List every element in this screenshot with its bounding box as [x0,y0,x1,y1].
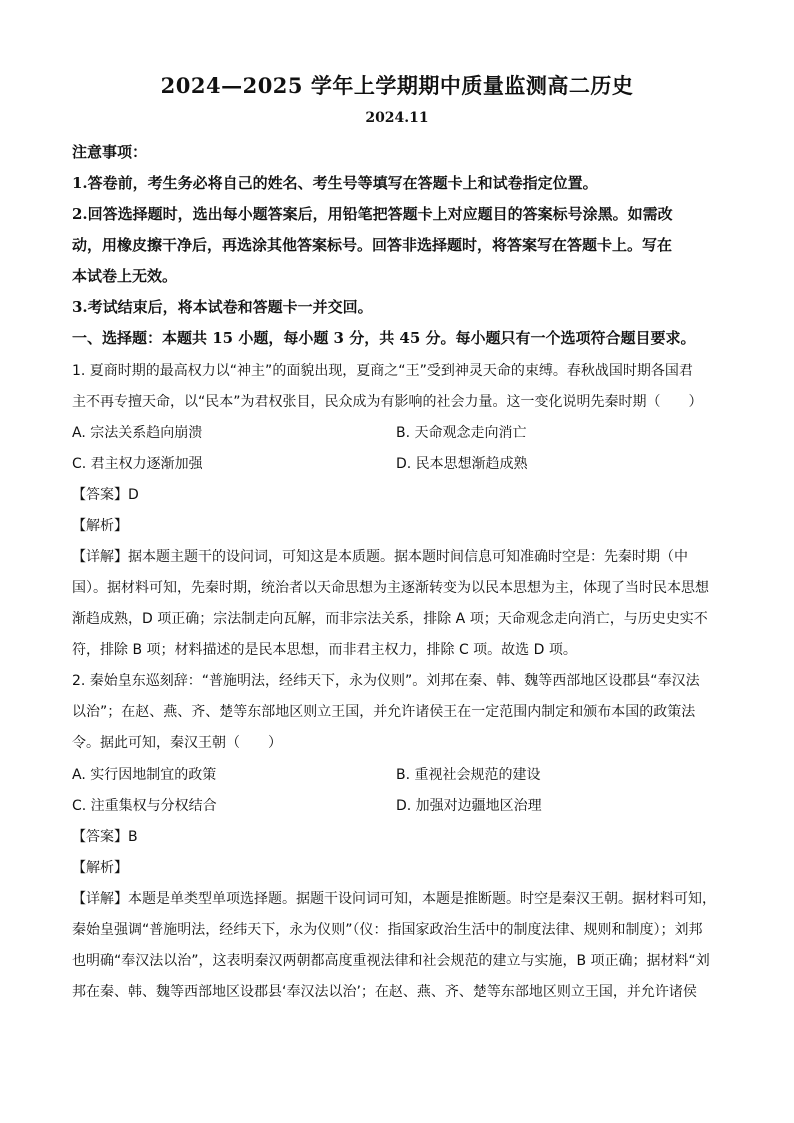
q1-detail-line-2: 国）。据材料可知，先秦时期，统治者以天命思想为主逐渐转变为以民本思想为主，体现了当时民本思想 [72,580,709,596]
q2-answer: 【答案】B [72,829,138,845]
notice-item-1: 1.答卷前，考生务必将自己的姓名、考生号等填写在答题卡上和试卷指定位置。 [72,174,598,192]
q1-option-c: C. 君主权力逐渐加强 [72,456,203,472]
q2-option-c: C. 注重集权与分权结合 [72,798,217,814]
notice-heading: 注意事项： [72,143,148,161]
notice-item-3: 3.考试结束后，将本试卷和答题卡一并交回。 [72,298,373,316]
q2-detail-line-3: 也明确“奉汉法以治”，这表明秦汉两朝都高度重视法律和社会规范的建立与实施，B 项正确；据材料“刘 [72,953,710,969]
q2-stem-line-2: 以治”；在赵、燕、齐、楚等东部地区则立王国，并允许诸侯王在一定范围内制定和颁布本国的政策法 [72,704,696,720]
q2-detail-line-1: 【详解】本题是单类型单项选择题。据题干设问词可知，本题是推断题。时空是秦汉王朝。据材料可知， [72,891,716,907]
q2-option-a: A. 实行因地制宜的政策 [72,767,217,783]
q1-option-d: D. 民本思想渐趋成熟 [396,456,528,472]
notice-item-2-line-3: 本试卷上无效。 [72,267,178,285]
q1-stem-line-2: 主不再专擅天命，以“民本”为君权张目，民众成为有影响的社会力量。这一变化说明先秦时期（ ） [72,394,703,410]
notice-item-2-line-2: 动，用橡皮擦干净后，再选涂其他答案标号。回答非选择题时，将答案写在答题卡上。写在 [72,236,673,254]
q2-option-d: D. 加强对边疆地区治理 [396,798,542,814]
exam-date: 2024.11 [365,110,429,126]
q1-answer: 【答案】D [72,487,139,503]
q1-option-a: A. 宗法关系趋向崩溃 [72,425,203,441]
q1-stem-line-1: 1. 夏商时期的最高权力以“神主”的面貌出现，夏商之“王”受到神灵天命的束缚。春秋战国时期各国君 [72,363,693,379]
page-title: 2024—2025 学年上学期期中质量监测高二历史 [160,73,634,98]
q1-detail-line-3: 渐趋成熟，D 项正确；宗法制走向瓦解，而非宗法关系，排除 A 项；天命观念走向消亡，与历史史实不 [72,611,708,627]
q1-detail-line-4: 符，排除 B 项；材料描述的是民本思想，而非君主权力，排除 C 项。故选 D 项。 [72,642,577,658]
q2-detail-line-2: 秦始皇强调“普施明法，经纬天下，永为仪则”（仪：指国家政治生活中的制度法律、规则和制度）；刘邦 [72,922,703,938]
q2-analysis-label: 【解析】 [72,860,128,876]
section-heading: 一、选择题：本题共 15 小题，每小题 3 分，共 45 分。每小题只有一个选项符合题目要求。 [72,329,696,347]
q2-stem-line-1: 2. 秦始皇东巡刻辞：“普施明法，经纬天下，永为仪则”。刘邦在秦、韩、魏等西部地区设郡县“奉汉法 [72,673,700,689]
q1-detail-line-1: 【详解】据本题主题干的设问词，可知这是本质题。据本题时间信息可知准确时空是：先秦时期（中 [72,549,688,565]
q1-option-b: B. 天命观念走向消亡 [396,425,527,441]
q1-analysis-label: 【解析】 [72,518,128,534]
notice-item-2-line-1: 2.回答选择题时，选出每小题答案后，用铅笔把答题卡上对应题目的答案标号涂黑。如需改 [72,205,673,223]
q2-stem-line-3: 令。据此可知，秦汉王朝（ ） [72,735,282,751]
q2-option-b: B. 重视社会规范的建设 [396,767,541,783]
q2-detail-line-4: 邦在秦、韩、魏等西部地区设郡县‘奉汉法以治’；在赵、燕、齐、楚等东部地区则立王国，并允许诸侯 [72,984,697,1000]
